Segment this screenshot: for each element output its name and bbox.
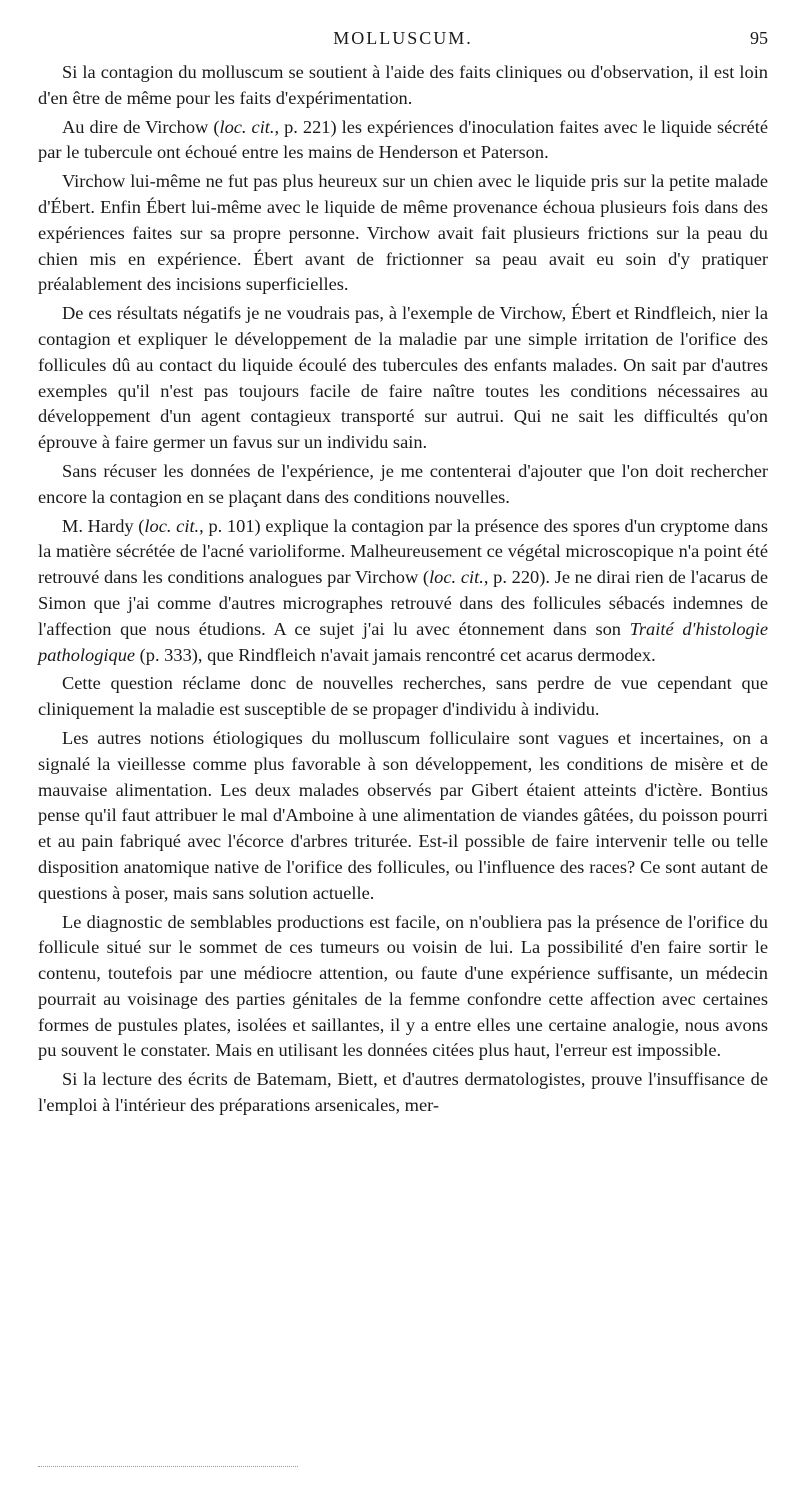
text-run: M. Hardy ( (62, 515, 145, 536)
paragraph: Si la contagion du molluscum se soutient à l'aide des faits cliniques ou d'observation, il est loin d'en être de même pour les faits d'expérimentation. (38, 62, 768, 108)
paragraph (38, 514, 768, 669)
text-run: (p. 333), que Rindfleich n'avait jamais rencontré cet acarus dermodex. (135, 644, 656, 665)
running-head (38, 28, 768, 56)
paragraph: Virchow lui-même ne fut pas plus heureux sur un chien avec le liquide pris sur la petite malade d'Ébert. Enfin Ébert lui-même avec le liquide de même provenance échoua plusieurs fois dans des expériences faites sur sa propre personne. Virchow avait fait plusieurs frictions sur la peau du chien mis en expérience. Ébert avant de frictionner sa peau avait eu soin d'y pratiquer préalablement des incisions superficielles. (38, 171, 768, 295)
text-run: , p. 221) les expériences d'inoculation faites avec le liquide sécrété par le tubercule ont échoué entre les mains de Henderson et Paterson. (38, 116, 768, 163)
paragraph: Cette question réclame donc de nouvelles recherches, sans perdre de vue cependant que cliniquement la maladie est susceptible de se propager d'individu à individu. (38, 673, 768, 720)
italic-run: loc. cit. (144, 515, 200, 536)
paragraph: Sans récuser les données de l'expérience, je me contenterai d'ajouter que l'on doit rechercher encore la contagion en se plaçant dans des conditions nouvelles. (38, 460, 768, 507)
body-text (38, 60, 768, 1119)
paragraph: Le diagnostic de semblables productions est facile, on n'oubliera pas la présence de l'orifice du follicule situé sur le sommet de ces tumeurs ou voisin de lui. La possibilité d'en faire sortir le contenu, toutefois par une médiocre attention, ou faute d'une expérience suffisante, un médecin pourrait au voisinage des parties génitales de la femme confondre cette affection avec certaines formes de pustules plates, isolées et saillantes, il y a entre elles une certaine analogie, nous avons pu souvent le constater. Mais en utilisant les données citées plus haut, l'erreur est impossible. (38, 911, 768, 1061)
paragraph: De ces résultats négatifs je ne voudrais pas, à l'exemple de Virchow, Ébert et Rindfleich, nier la contagion et expliquer le développement de la maladie par une simple irritation de l'orifice des follicules dû au contact du liquide écoulé des tubercules des enfants malades. On sait par d'autres exemples qu'il n'est pas toujours facile de faire naître toutes les conditions nécessaires au développement d'un agent contagieux transporté sur autrui. Qui ne sait les difficultés qu'on éprouve à faire germer un favus sur un individu sain. (38, 303, 768, 453)
text-run: , p. 220). Je ne dirai rien de l'acarus de Simon que j'ai comme d'autres micrographes retrouvé dans des follicules sébacés indemnes de l'affection que nous étudions. A ce sujet j'ai lu avec étonnement dans son (38, 567, 768, 639)
paragraph (38, 115, 768, 167)
running-title: MOLLUSCUM. (333, 28, 473, 48)
text-run: Au dire de Virchow ( (62, 116, 220, 137)
page-number: 95 (750, 28, 768, 48)
paragraph: Si la lecture des écrits de Batemam, Biett, et d'autres dermatologistes, prouve l'insuffisance de l'emploi à l'intérieur des préparations arsenicales, mer- (38, 1069, 768, 1116)
italic-run: loc. cit. (219, 116, 275, 137)
paragraph: Les autres notions étiologiques du molluscum folliculaire sont vagues et incertaines, on a signalé la vieillesse comme plus favorable à son développement, les conditions de misère et de mauvaise alimentation. Les deux malades observés par Gibert étaient atteints d'ictère. Bontius pense qu'il faut attribuer le mal d'Amboine à une alimentation de viandes gâtées, du poisson pourri et au pain fabriqué avec l'écorce d'arbres triturée. Est-il possible de faire intervenir telle ou telle disposition anatomique native de l'orifice des follicules, ou l'influence des races? Ce sont autant de questions à poser, mais sans solution actuelle. (38, 727, 768, 903)
footer-rule (38, 1466, 298, 1467)
italic-run: loc. cit. (429, 567, 484, 588)
italic-run: Traité d'histologie pathologique (38, 618, 768, 665)
text-run: , p. 101) explique la contagion par la présence des spores d'un cryptome dans la matière sécrétée de l'acné varioliforme. Malheureusement ce végétal microscopique n'a point été retrouvé dans les conditions analogues par Virchow ( (38, 515, 768, 588)
